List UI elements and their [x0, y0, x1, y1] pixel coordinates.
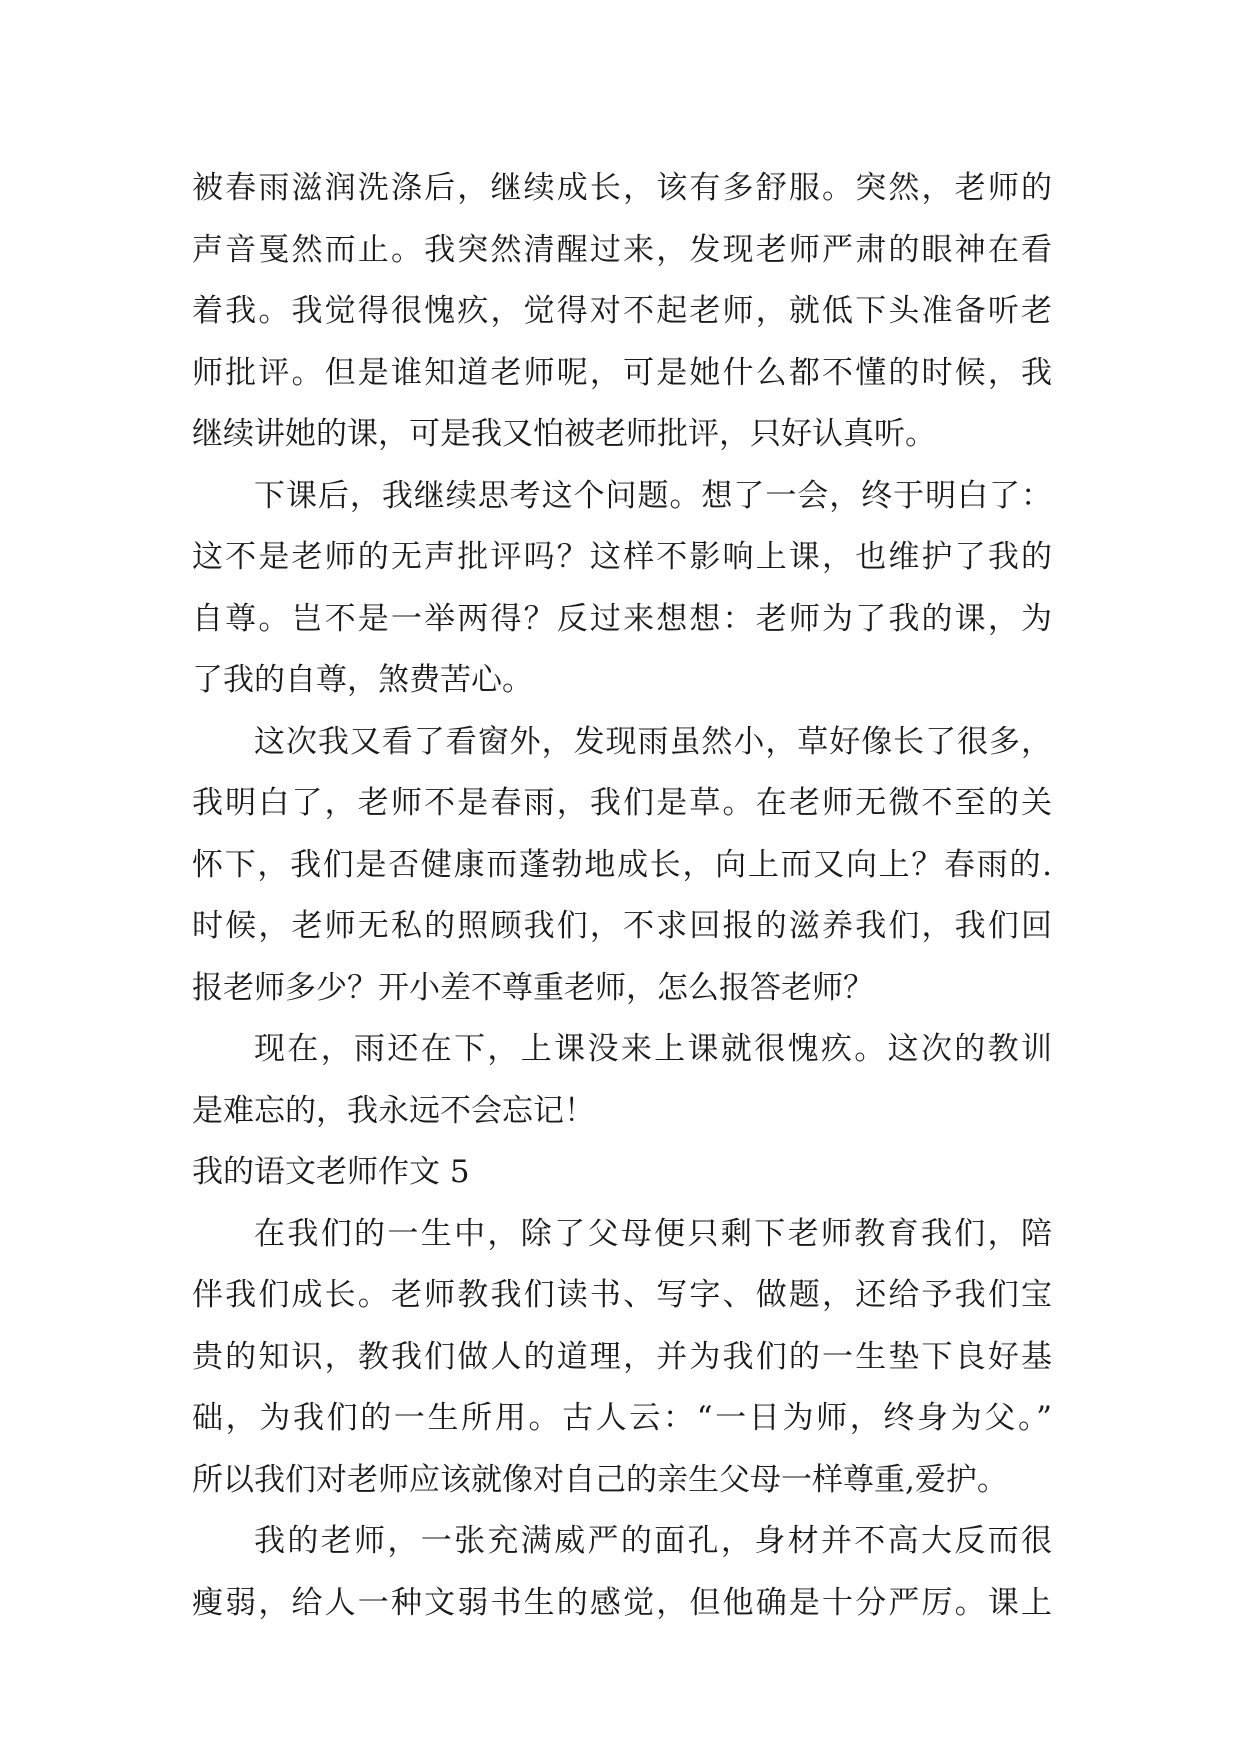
text-line: 自尊。岂不是一举两得？反过来想想：老师为了我的课，为	[192, 600, 1052, 637]
document-body	[192, 158, 1052, 1634]
section-paragraph-2	[192, 1511, 1052, 1634]
text-line: 怀下，我们是否健康而蓬勃地成长，向上而又向上？春雨的.	[192, 846, 1052, 883]
text-line: 现在，雨还在下，上课没来上课就很愧疚。这次的教训	[254, 1031, 1052, 1067]
text-line: 声音戛然而止。我突然清醒过来，发现老师严肃的眼神在看	[192, 231, 1052, 268]
text-line: 是难忘的，我永远不会忘记！	[192, 1092, 595, 1129]
text-line: 在我们的一生中，除了父母便只剩下老师教育我们，陪	[254, 1215, 1052, 1252]
text-line: 继续讲她的课，可是我又怕被老师批评，只好认真听。	[192, 416, 936, 452]
paragraph-1	[192, 158, 1052, 466]
text-line: 下课后，我继续思考这个问题。想了一会，终于明白了：	[254, 477, 1052, 514]
paragraph-2	[192, 466, 1052, 712]
text-line: 础，为我们的一生所用。古人云：“一日为师，终身为父。”	[192, 1400, 1052, 1436]
text-line: 被春雨滋润洗涤后，继续成长，该有多舒服。突然，老师的	[192, 170, 1052, 206]
text-line: 我的老师，一张充满威严的面孔，身材并不高大反而很	[254, 1523, 1052, 1559]
text-line: 了我的自尊，煞费苦心。	[192, 662, 533, 698]
text-line: 瘦弱，给人一种文弱书生的感觉，但他确是十分严厉。课上	[192, 1584, 1052, 1621]
text-line: 这不是老师的无声批评吗？这样不影响上课，也维护了我的	[192, 539, 1052, 575]
text-line: 师批评。但是谁知道老师呢，可是她什么都不懂的时候，我	[192, 354, 1052, 391]
text-line: 时候，老师无私的照顾我们，不求回报的滋养我们，我们回	[192, 908, 1052, 944]
text-line: 着我。我觉得很愧疚，觉得对不起老师，就低下头准备听老	[192, 293, 1052, 329]
paragraph-3	[192, 712, 1052, 1020]
text-line: 伴我们成长。老师教我们读书、写字、做题，还给予我们宝	[192, 1277, 1052, 1313]
text-line: 我明白了，老师不是春雨，我们是草。在老师无微不至的关	[192, 785, 1052, 821]
text-line: 报老师多少？开小差不尊重老师，怎么报答老师？	[192, 969, 874, 1006]
text-line: 贵的知识，教我们做人的道理，并为我们的一生垫下良好基	[192, 1338, 1052, 1375]
text-line: 所以我们对老师应该就像对自己的亲生父母一样尊重,爱护。	[192, 1461, 1008, 1498]
section-paragraph-1	[192, 1204, 1052, 1512]
text-line: 这次我又看了看窗外，发现雨虽然小，草好像长了很多，	[254, 723, 1052, 760]
paragraph-4	[192, 1019, 1052, 1142]
section-heading: 我的语文老师作文 5	[192, 1154, 470, 1190]
